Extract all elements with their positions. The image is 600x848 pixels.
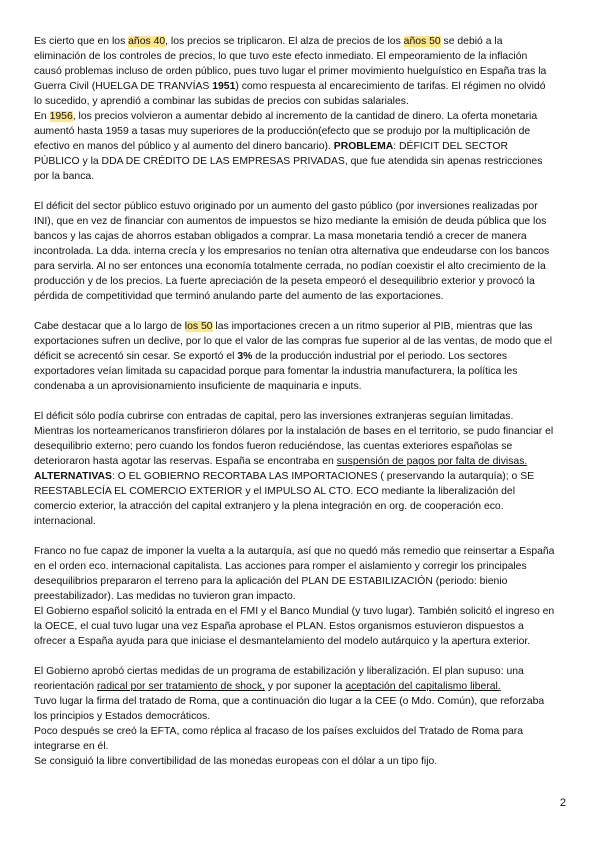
text: de la producción industrial por el periodo. Los sectores exportadores veían limitada su capacidad porque para fomentar la industria manufacturera, la política les condenaba a un aprovisionamiento insuficiente de maquinaria e inputs. [34,351,518,392]
highlight-los-50: los 50 [184,321,213,332]
text: , los precios volvieron a aumentar debido al incremento de la cantidad de dinero. La oferta monetaria aumentó hasta 1959 a tasas muy superiores de la producción(efecto que se produjo por la multiplicación de efectivo en manos del público y al aumento del dinero bancario). [34,111,538,152]
paragraph-imports [34,319,556,394]
text: y por suponer la [265,681,346,692]
paragraph-roma: Tuvo lugar la firma del tratado de Roma, que a continuación dio lugar a la CEE (o Mdo. Común), que reforzaba los principios y Estados democráticos. [34,696,545,722]
paragraph-efta: Poco después se creó la EFTA, como réplica al fracaso de los países excluidos del Tratado de Roma para integrarse en él. [34,726,523,752]
paragraph-franco: Franco no fue capaz de imponer la vuelta a la autarquía, así que no quedó más remedio que reinsertar a España en el orden eco. internacional capitalista. Las acciones para romper el aislamiento y corregir los principales desequilibrios prepararon el terreno para la aplicación del PLAN DE ESTABILIZACIÓN (periodo: bienio preestabilizador). Las medidas no tuvieron gran impacto. [34,546,555,602]
paragraph-capital [34,409,556,469]
text: Es cierto que en los [34,36,129,47]
highlight-years-50: años 50 [403,36,441,47]
paragraph-plan [34,664,556,694]
paragraph-1956 [34,109,556,184]
underline-radical: radical por ser tratamiento de shock, [96,681,266,692]
highlight-years-40: años 40 [128,36,166,47]
text: Cabe destacar que a lo largo de [34,321,185,332]
text: , los precios se triplicaron. El alza de precios de los [165,36,404,47]
paragraph-convertibilidad: Se consiguió la libre convertibilidad de las monedas europeas con el dólar a un tipo fijo. [34,756,438,767]
bold-3-percent: 3% [237,351,253,362]
text: las importaciones crecen a un ritmo superior al PIB, mientras que las exportaciones sufren un declive, por lo que el valor de las compras fue superior al de las ventas, de modo que el déficit se acrecentó sin cesar. Se exportó el [34,321,553,362]
text: : O EL GOBIERNO RECORTABA LAS IMPORTACIONES ( preservando la autarquía); o SE REESTABLECÍA EL COMERCIO EXTERIOR y el IMPULSO AL CTO. ECO mediante la liberalización del comercio exterior, la atracción del capital extranjero y la plena integración en org. de cooperación eco. internacional. [34,471,535,527]
bold-problema: PROBLEMA [333,141,394,152]
text: En [34,111,50,122]
document-page [34,34,556,769]
text: : DÉFICIT DEL SECTOR PÚBLICO y la DDA DE CRÉDITO DE LAS EMPRESAS PRIVADAS, que fue atendida sin apenas restricciones por la banca. [34,141,543,182]
text: se debió a la eliminación de los controles de precios, lo que tuvo este efecto inmediato. El empeoramiento de la inflación causó problemas incluso de orden público, pues tuvo lugar el primer movimiento huelguístico en España tras la Guerra Civil (HUELGA DE TRANVÍAS [34,36,547,92]
underline-suspension-pagos: suspensión de pagos por falta de divisas. [336,456,528,467]
bold-year-1951: 1951 [212,81,236,92]
paragraph-fmi: El Gobierno español solicitó la entrada en el FMI y el Banco Mundial (y tuvo lugar). También solicitó el ingreso en la OECE, el cual tuvo lugar una vez España aprobase el PLAN. Estos organismos estuvieron dispuestos a ofrecer a España ayuda para que iniciase el desmantelamiento del modelo autárquico y la apertura exterior. [34,606,555,647]
text: El déficit sólo podía cubrirse con entradas de capital, pero las inversiones extranjeras seguían limitadas. Mientras los norteamericanos transfirieron dólares por la instalación de bases en el territorio, se pudo financiar el desequilibrio externo; pero cuando los fondos fueron reduciéndose, las cuentas exteriores españolas se deterioraron hasta agotar las reservas. España se encontraba en [34,411,554,467]
paragraph-alternativas [34,469,556,529]
page-number: 2 [559,797,566,809]
paragraph-public-deficit: El déficit del sector público estuvo originado por un aumento del gasto público (por inversiones realizadas por INI), que en vez de financiar con aumentos de impuestos se hizo mediante la emisión de deuda pública que los bancos y las cajas de ahorros estaban obligados a comprar. La masa monetaria tendió a crecer de manera incontrolada. La dda. interna crecía y los empresarios no tenían otra alternativa que endeudarse con los bancos para servirla. Al no ser entonces una economía totalmente cerrada, no podían coexistir el alto crecimiento de la producción y de los precios. La fuerte apreciación de la peseta empeoró el desequilibrio exterior y provocó la pérdida de competitividad que terminó anulando parte del aumento de las exportaciones. [34,201,550,302]
highlight-1956: 1956 [49,111,73,122]
text: ) como respuesta al encarecimiento de tarifas. El régimen no olvidó lo sucedido, y aprendió a combinar las subidas de precios con subidas salariales. [34,81,546,107]
underline-capitalismo: aceptación del capitalismo liberal. [345,681,501,692]
text: El Gobierno aprobó ciertas medidas de un programa de estabilización y liberalización. El plan supuso: una reorientación [34,666,524,692]
paragraph-inflation [34,34,556,109]
bold-alternativas: ALTERNATIVAS [34,471,112,482]
